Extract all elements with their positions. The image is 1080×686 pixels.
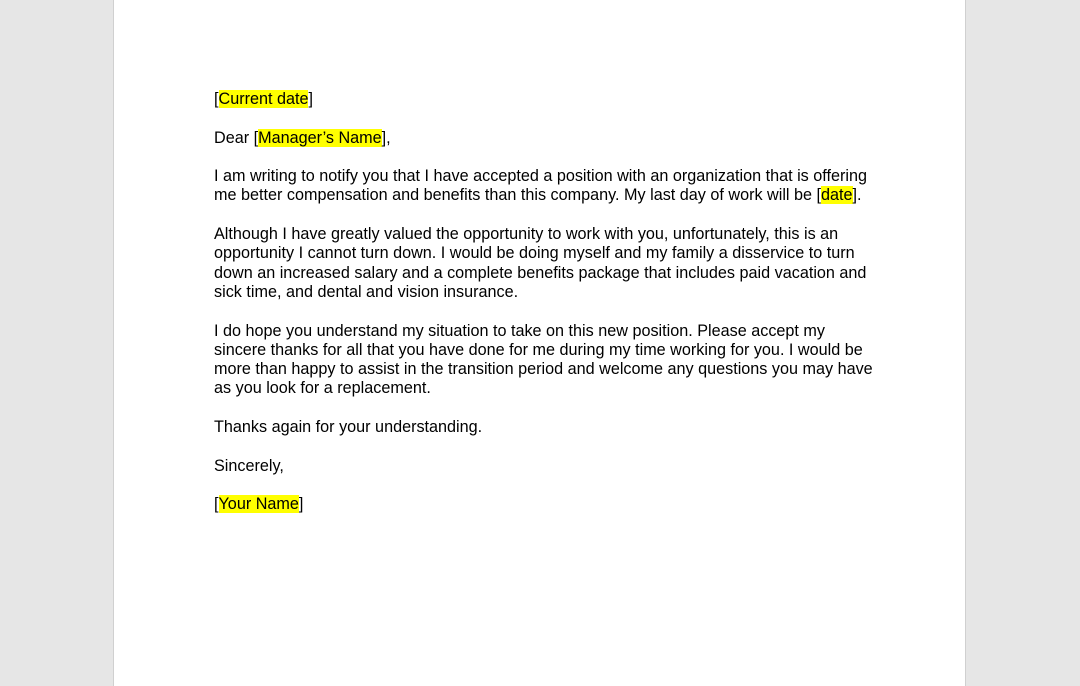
- paragraph-opportunity: Although I have greatly valued the opportunity to work with you, unfortunately, this is an opportunity I cannot turn down. I would be doing myself and my family a disservice to turn down an increased salary and a complete benefits package that includes paid vacation and sick time, and dental and vision insurance.: [214, 225, 867, 301]
- document-page[interactable]: [113, 0, 966, 686]
- paragraph-closing-thanks: Thanks again for your understanding.: [214, 418, 483, 437]
- current-date-placeholder: Current date: [218, 90, 309, 108]
- signature-line: [Your Name]: [214, 495, 304, 514]
- salutation-prefix: Dear [: [214, 128, 259, 147]
- paragraph-notification-suffix: ].: [852, 186, 862, 205]
- salutation-line: [214, 129, 874, 148]
- paragraph-thanks: I do hope you understand my situation to take on this new position. Please accept my sincere thanks for all that you have done for me during my time working for you. I would be more than happy to assist in the transition period and welcome any questions you may have as you look for a replacement.: [214, 321, 873, 398]
- manager-name-placeholder: Manager’s Name: [258, 128, 382, 147]
- letter-body[interactable]: [214, 90, 874, 534]
- date-line: [Current date]: [214, 90, 313, 108]
- paragraph-notification: [214, 167, 874, 206]
- closing-line: Sincerely,: [214, 456, 284, 475]
- salutation-suffix: ],: [381, 128, 391, 147]
- your-name-placeholder: Your Name: [218, 495, 299, 514]
- paragraph-notification-text: I am writing to notify you that I have accepted a position with an organization that is offering me better compensation and benefits than this company. My last day of work will be [: [214, 167, 867, 205]
- last-day-date-placeholder: date: [821, 186, 853, 205]
